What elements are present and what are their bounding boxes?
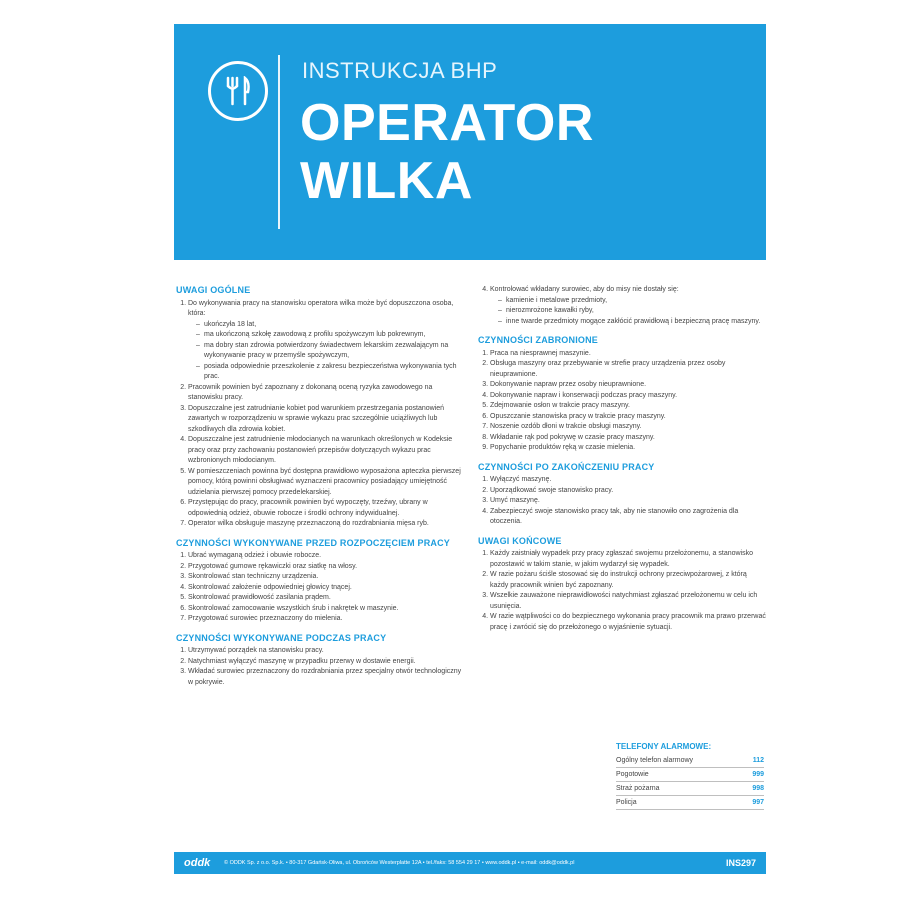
list-item: 7. Noszenie ozdób dłoni w trakcie obsługi maszyny.	[490, 422, 766, 433]
title-line-1: OPERATOR	[300, 94, 594, 152]
final-remarks-list	[478, 549, 766, 633]
list-item: 5. Zdejmowanie osłon w trakcie pracy maszyny.	[490, 401, 766, 412]
phone-label: Policja	[616, 799, 637, 806]
document-type: INSTRUKCJA BHP	[302, 58, 498, 83]
list-item: 6. Opuszczanie stanowiska pracy w trakcie pracy maszyny.	[490, 412, 766, 423]
emergency-phones-title: TELEFONY ALARMOWE:	[616, 742, 712, 751]
phone-number: 112	[752, 757, 764, 764]
list-item: 4. Dokonywanie napraw i konserwacji podczas pracy maszyny.	[490, 391, 766, 402]
list-item: 4. Kontrolować wkładany surowiec, aby do misy nie dostały się: – kamienie i metalowe przedmioty, – nierozmrożone kawałki ryby, – inne twarde przedmioty mogące zakłócić prawidłową i bezpieczną pracę maszyny.	[490, 285, 766, 327]
list-item: 1. Wyłączyć maszynę.	[490, 475, 766, 486]
phone-number: 998	[752, 785, 764, 792]
sub-list-item: – ma dobry stan zdrowia potwierdzony świadectwem lekarskim zezwalającym na wykonywanie pracy w przemyśle spożywczym,	[196, 341, 462, 362]
title-line-2: WILKA	[300, 152, 473, 210]
phone-number: 999	[752, 771, 764, 778]
section-title-during-work: CZYNNOŚCI WYKONYWANE PODCZAS PRACY	[176, 632, 387, 643]
emergency-phones	[616, 742, 764, 810]
sub-list	[490, 296, 766, 328]
sub-list-item: – kamienie i metalowe przedmioty,	[498, 296, 766, 307]
list-item: 4. Skontrolować założenie odpowiedniej głowicy tnącej.	[188, 583, 462, 594]
list-item: 3. Umyć maszynę.	[490, 496, 766, 507]
list-item: 6. Przystępując do pracy, pracownik powinien być wypoczęty, trzeźwy, ubrany w odpowiednią odzież, obuwie robocze i środki ochrony indywidualnej.	[188, 498, 462, 519]
sub-list-item: – inne twarde przedmioty mogące zakłócić prawidłową i bezpieczną pracę maszyny.	[498, 317, 766, 328]
list-item: 3. Wszelkie zauważone nieprawidłowości natychmiast zgłaszać przełożonemu w celu ich usunięcia.	[490, 591, 766, 612]
sub-list	[188, 320, 462, 383]
general-remarks-list	[176, 299, 462, 530]
before-work-list	[176, 551, 462, 625]
list-item: 3. Dopuszczalne jest zatrudnianie kobiet pod warunkiem przestrzegania postanowień zawartych w rozporządzeniu w sprawie wykazu prac szczególnie uciążliwych lub szkodliwych dla zdrowia kobiet.	[188, 404, 462, 436]
list-item: 2. Obsługa maszyny oraz przebywanie w strefie pracy urządzenia przez osoby nieuprawnione.	[490, 359, 766, 380]
list-item: 1. Każdy zaistniały wypadek przy pracy zgłaszać swojemu przełożonemu, a stanowisko pozostawić w takim stanie, w jakim wydarzył się wypadek.	[490, 549, 766, 570]
list-item: 2. Przygotować gumowe rękawiczki oraz siatkę na włosy.	[188, 562, 462, 573]
phone-row	[616, 768, 764, 782]
forbidden-list	[478, 349, 766, 454]
list-item: 3. Dokonywanie napraw przez osoby nieuprawnione.	[490, 380, 766, 391]
right-column	[478, 282, 766, 633]
list-item: 2. Uporządkować swoje stanowisko pracy.	[490, 486, 766, 497]
section-title-forbidden: CZYNNOŚCI ZABRONIONE	[478, 335, 599, 345]
sub-list-item: – ukończyła 18 lat,	[196, 320, 462, 331]
list-item: 2. Pracownik powinien być zapoznany z dokonaną oceną ryzyka zawodowego na stanowisku pracy.	[188, 383, 462, 404]
list-item: 7. Operator wilka obsługuje maszynę przeznaczoną do rozdrabniania mięsa ryb.	[188, 519, 462, 530]
phone-row	[616, 754, 764, 768]
header-banner	[174, 24, 766, 260]
phone-label: Ogólny telefon alarmowy	[616, 757, 694, 764]
list-item: 7. Przygotować surowiec przeznaczony do mielenia.	[188, 614, 462, 625]
list-item: 1. Do wykonywania pracy na stanowisku operatora wilka może być dopuszczona osoba, która: – ukończyła 18 lat, – ma ukończoną szkołę zawodową z profilu spożywczym lub pokrewnym, – ma dobry stan zdrowia potwierdzony świadectwem lekarskim zezwalającym na wykonywanie pracy w przemyśle spożywczym, – posiada odpowiednie przeszkolenie z zakresu bezpieczeństwa wykonywania tych prac.	[188, 299, 462, 383]
section-title-before-work: CZYNNOŚCI WYKONYWANE PRZED ROZPOCZĘCIEM PRACY	[176, 537, 451, 548]
publisher-logo: oddk	[184, 857, 211, 869]
phone-row	[616, 796, 764, 810]
left-column	[176, 282, 462, 688]
during-work-list	[176, 646, 462, 688]
list-item: 4. Zabezpieczyć swoje stanowisko pracy tak, aby nie stanowiło ono zagrożenia dla otoczenia.	[490, 507, 766, 528]
sub-list-item: – ma ukończoną szkołę zawodową z profilu spożywczym lub pokrewnym,	[196, 330, 462, 341]
phone-row	[616, 782, 764, 796]
list-item: 4. W razie wątpliwości co do bezpiecznego wykonania pracy pracownik ma prawo przerwać pracę i zwrócić się do przełożonego o wyjaśnienie sytuacji.	[490, 612, 766, 633]
list-item: 2. W razie pożaru ściśle stosować się do instrukcji ochrony przeciwpożarowej, z którą każdy pracownik winien być zapoznany.	[490, 570, 766, 591]
phone-label: Straż pożarna	[616, 785, 660, 792]
section-title-general: UWAGI OGÓLNE	[176, 285, 251, 295]
publisher-info: © ODDK Sp. z o.o. Sp.k. • 80-317 Gdańsk-Oliwa, ul. Obrońców Westerplatte 12A • tel./faks: 58 554 29 17 • www.oddk.pl • e-mail: oddk@oddk.pl	[224, 860, 575, 866]
list-item: 3. Wkładać surowiec przeznaczony do rozdrabniania przez specjalny otwór technologiczny w pokrywie.	[188, 667, 462, 688]
list-item: 2. Natychmiast wyłączyć maszynę w przypadku przerwy w dostawie energii.	[188, 657, 462, 668]
document-code: INS297	[725, 858, 756, 868]
section-title-after-work: CZYNNOŚCI PO ZAKOŃCZENIU PRACY	[478, 461, 655, 472]
list-item: 5. W pomieszczeniach powinna być dostępna prawidłowo wyposażona apteczka pierwszej pomocy, którą powinni obsługiwać wyznaczeni pracownicy posiadający umiejętność udzielania pierwszej pomocy przedelekarskiej.	[188, 467, 462, 499]
phone-number: 997	[752, 799, 764, 806]
after-work-list	[478, 475, 766, 528]
sub-list-item: – posiada odpowiednie przeszkolenie z zakresu bezpieczeństwa wykonywania tych prac.	[196, 362, 462, 383]
list-item: 1. Utrzymywać porządek na stanowisku pracy.	[188, 646, 462, 657]
phone-label: Pogotowie	[616, 771, 649, 778]
list-item: 1. Ubrać wymaganą odzież i obuwie robocze.	[188, 551, 462, 562]
sub-list-item: – nierozmrożone kawałki ryby,	[498, 306, 766, 317]
during-work-list-continued	[478, 285, 766, 327]
list-item: 8. Wkładanie rąk pod pokrywę w czasie pracy maszyny.	[490, 433, 766, 444]
fork-knife-icon	[208, 61, 268, 121]
list-item: 9. Popychanie produktów ręką w czasie mielenia.	[490, 443, 766, 454]
list-item: 1. Praca na niesprawnej maszynie.	[490, 349, 766, 360]
list-item: 5. Skontrolować prawidłowość zasilania prądem.	[188, 593, 462, 604]
instruction-sheet	[174, 24, 766, 874]
footer-bar	[174, 852, 766, 874]
list-item: 3. Skontrolować stan techniczny urządzenia.	[188, 572, 462, 583]
list-item: 4. Dopuszczalne jest zatrudnienie młodocianych na warunkach określonych w Kodeksie pracy oraz przy zachowaniu postanowień przepisów dotyczących wykazu prac wzbronionych młodocianym.	[188, 435, 462, 467]
list-item: 6. Skontrolować zamocowanie wszystkich śrub i nakrętek w maszynie.	[188, 604, 462, 615]
section-title-final: UWAGI KOŃCOWE	[478, 535, 562, 546]
document-title	[300, 94, 594, 210]
header-divider	[278, 55, 280, 229]
